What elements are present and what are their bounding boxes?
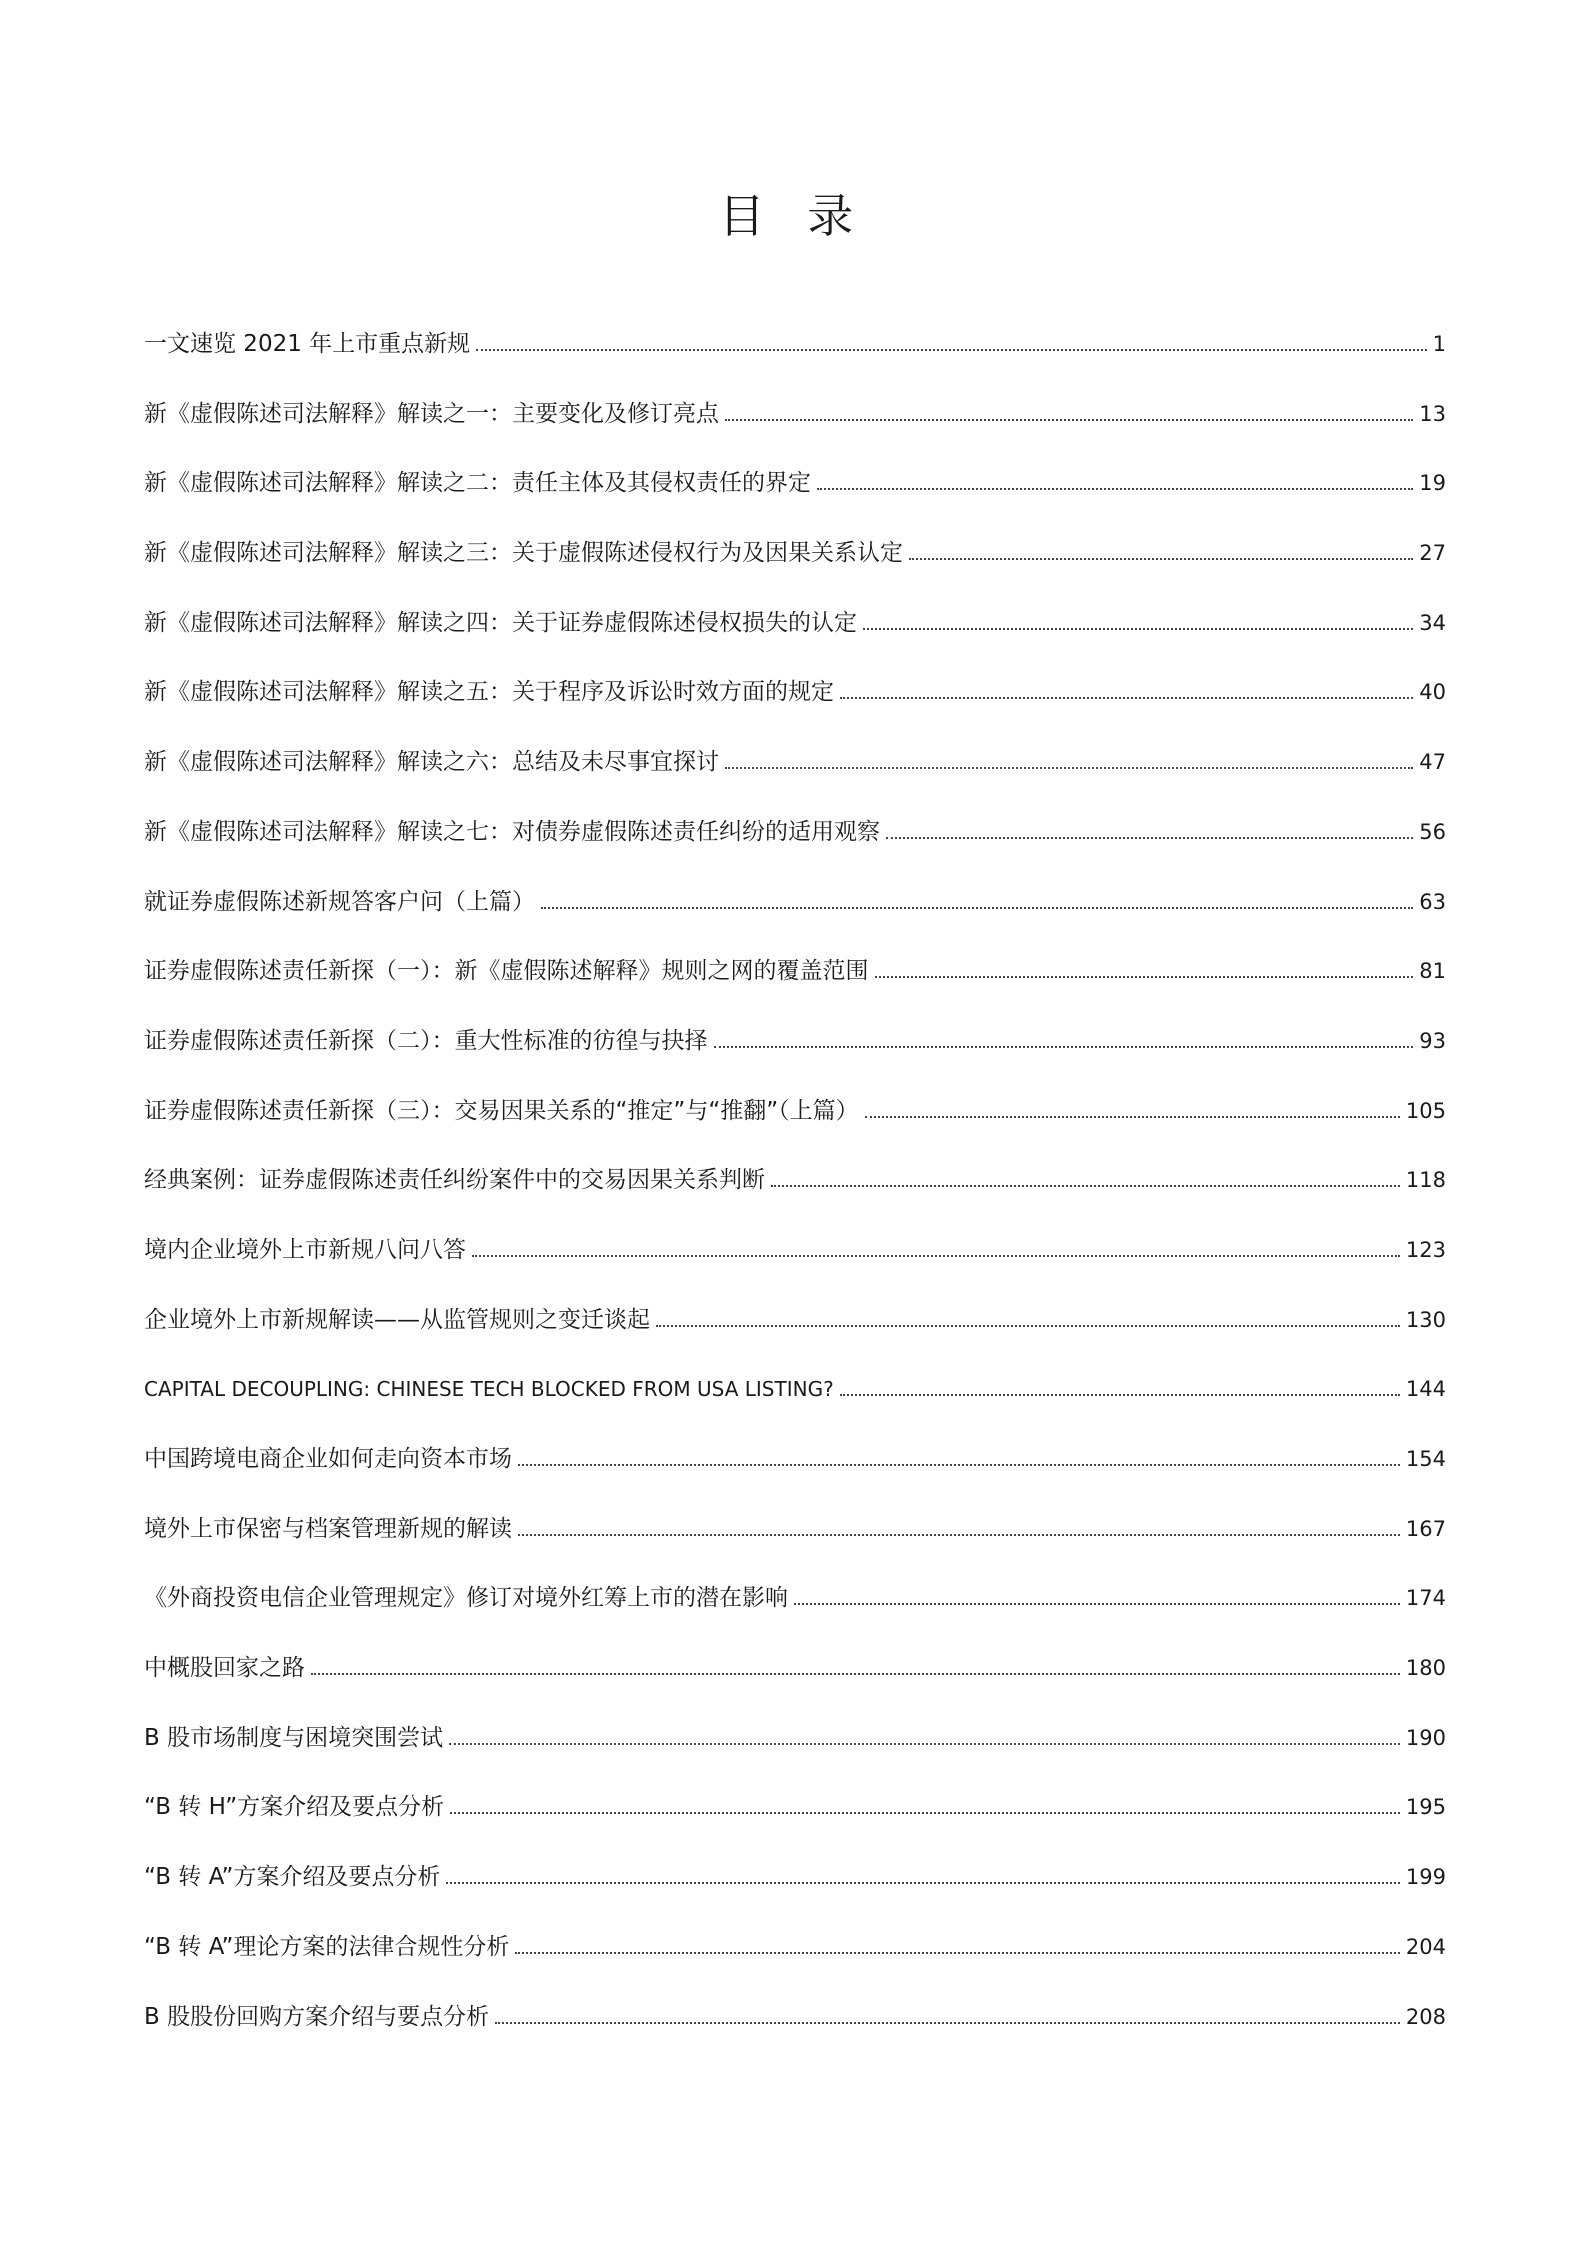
toc-page-number: 1	[1432, 332, 1446, 356]
toc-dot-leader	[771, 1185, 1400, 1187]
toc-dot-leader	[865, 1116, 1400, 1118]
toc-entry[interactable]	[144, 394, 1446, 464]
toc-entry-title: “B 转 A”方案介绍及要点分析	[144, 1864, 441, 1891]
toc-page-number: 123	[1405, 1237, 1446, 1262]
toc-page-number: 27	[1419, 541, 1446, 566]
toc-entry-title: 就证券虚假陈述新规答客户问（上篇）	[144, 888, 535, 915]
toc-dot-leader	[875, 976, 1414, 978]
toc-dot-leader	[472, 1255, 1400, 1257]
toc-entry-title: B 股市场制度与困境突围尝试	[144, 1724, 444, 1751]
toc-entry[interactable]	[144, 1439, 1446, 1509]
toc-page-number: 144	[1405, 1377, 1446, 1402]
toc-entry[interactable]	[144, 1091, 1446, 1161]
toc-entry-title: 企业境外上市新规解读——从监管规则之变迁谈起	[144, 1306, 650, 1333]
toc-entry[interactable]	[144, 672, 1446, 742]
toc-dot-leader	[495, 2022, 1400, 2024]
toc-page-number: 105	[1405, 1098, 1446, 1123]
toc-entry[interactable]	[144, 882, 1446, 952]
toc-page-number: 195	[1405, 1795, 1446, 1820]
toc-dot-leader	[541, 907, 1413, 909]
toc-page-number: 208	[1405, 2004, 1446, 2029]
toc-dot-leader	[817, 488, 1413, 490]
toc-entry[interactable]	[144, 812, 1446, 882]
toc-entry-title: 新《虚假陈述司法解释》解读之三：关于虚假陈述侵权行为及因果关系认定	[144, 540, 903, 567]
toc-entry-title: 新《虚假陈述司法解释》解读之五：关于程序及诉讼时效方面的规定	[144, 679, 834, 706]
toc-entry-title: CAPITAL DECOUPLING: CHINESE TECH BLOCKED FROM USA LISTING?	[144, 1377, 834, 1402]
toc-page-number: 199	[1405, 1865, 1446, 1890]
toc-dot-leader	[909, 558, 1413, 560]
toc-dot-leader	[656, 1325, 1400, 1327]
toc-entry-title: 新《虚假陈述司法解释》解读之七：对债券虚假陈述责任纠纷的适用观察	[144, 818, 880, 845]
toc-entry[interactable]	[144, 1718, 1446, 1788]
toc-page-number: 56	[1419, 819, 1446, 844]
toc-dot-leader	[725, 767, 1413, 769]
toc-entry-title: 境内企业境外上市新规八问八答	[144, 1236, 466, 1263]
toc-entry-title: 新《虚假陈述司法解释》解读之六：总结及未尽事宜探讨	[144, 749, 719, 776]
toc-page-number: 180	[1405, 1656, 1446, 1681]
toc-page-number: 19	[1419, 471, 1446, 496]
toc-dot-leader	[476, 349, 1426, 351]
toc-page-number: 154	[1405, 1447, 1446, 1471]
toc-dot-leader	[840, 1394, 1400, 1396]
toc-entry[interactable]	[144, 1578, 1446, 1648]
toc-entry-title: 新《虚假陈述司法解释》解读之四：关于证券虚假陈述侵权损失的认定	[144, 609, 857, 636]
toc-dot-leader	[886, 837, 1413, 839]
toc-page-number: 81	[1419, 959, 1446, 984]
toc-entry[interactable]	[144, 1927, 1446, 1997]
toc-entry[interactable]	[144, 603, 1446, 673]
toc-entry[interactable]	[144, 1787, 1446, 1857]
toc-entry[interactable]	[144, 1160, 1446, 1230]
toc-page-number: 63	[1419, 889, 1446, 914]
toc-page-number: 190	[1405, 1725, 1446, 1750]
toc-dot-leader	[518, 1534, 1400, 1536]
toc-entry-title: 新《虚假陈述司法解释》解读之一：主要变化及修订亮点	[144, 400, 719, 427]
toc-dot-leader	[311, 1673, 1400, 1675]
toc-entry[interactable]	[144, 1648, 1446, 1718]
toc-dot-leader	[515, 1952, 1399, 1954]
toc-entry-title: 经典案例：证券虚假陈述责任纠纷案件中的交易因果关系判断	[144, 1167, 765, 1194]
toc-entry-title: 一文速览 2021 年上市重点新规	[144, 331, 471, 357]
toc-entry-title: “B 转 A”理论方案的法律合规性分析	[144, 1933, 510, 1960]
toc-entry[interactable]	[144, 1369, 1446, 1439]
toc-entry-title: 境外上市保密与档案管理新规的解读	[144, 1515, 512, 1542]
page-title: 目 录	[718, 189, 868, 243]
toc-dot-leader	[725, 419, 1413, 421]
toc-page-number: 130	[1405, 1307, 1446, 1332]
toc-dot-leader	[794, 1603, 1400, 1605]
toc-dot-leader	[518, 1464, 1400, 1466]
toc-entry-title: 新《虚假陈述司法解释》解读之二：责任主体及其侵权责任的界定	[144, 470, 811, 497]
toc-entry-title: 证券虚假陈述责任新探（二）：重大性标准的彷徨与抉择	[144, 1027, 708, 1054]
toc-entry[interactable]	[144, 533, 1446, 603]
toc-entry[interactable]	[144, 742, 1446, 812]
toc-entry[interactable]	[144, 951, 1446, 1021]
toc-dot-leader	[863, 628, 1413, 630]
toc-dot-leader	[840, 697, 1413, 699]
toc-page-number: 47	[1419, 750, 1446, 775]
toc-entry[interactable]	[144, 463, 1446, 533]
toc-entry-title: B 股股份回购方案介绍与要点分析	[144, 2003, 490, 2030]
toc-dot-leader	[449, 1743, 1400, 1745]
toc-page-number: 118	[1405, 1168, 1446, 1193]
toc-dot-leader	[446, 1882, 1399, 1884]
toc-entry[interactable]	[144, 1300, 1446, 1370]
toc-page-number: 40	[1419, 680, 1446, 705]
toc-page-number: 13	[1419, 401, 1446, 426]
toc-entry-title: 中概股回家之路	[144, 1655, 305, 1682]
toc-page-number: 34	[1419, 610, 1446, 635]
toc-entry[interactable]	[144, 324, 1446, 394]
toc-dot-leader	[714, 1046, 1414, 1048]
toc-entry-title: 证券虚假陈述责任新探（三）：交易因果关系的“推定”与“推翻”（上篇）	[144, 1097, 859, 1124]
toc-entry-title: 证券虚假陈述责任新探（一）：新《虚假陈述解释》规则之网的覆盖范围	[144, 958, 869, 985]
toc-dot-leader	[450, 1812, 1400, 1814]
toc-entry[interactable]	[144, 1997, 1446, 2067]
toc-entry-title: “B 转 H”方案介绍及要点分析	[144, 1794, 445, 1821]
toc-entry[interactable]	[144, 1021, 1446, 1091]
toc-page-number: 93	[1419, 1028, 1446, 1053]
toc-page-number: 174	[1405, 1586, 1446, 1611]
toc-entry-title: 中国跨境电商企业如何走向资本市场	[144, 1446, 512, 1472]
toc-entry[interactable]	[144, 1509, 1446, 1579]
toc-entry[interactable]	[144, 1857, 1446, 1927]
toc-page-number: 204	[1405, 1934, 1446, 1959]
toc-entry-title: 《外商投资电信企业管理规定》修订对境外红筹上市的潜在影响	[144, 1585, 788, 1612]
table-of-contents	[144, 324, 1446, 2066]
toc-entry[interactable]	[144, 1230, 1446, 1300]
toc-page-number: 167	[1405, 1516, 1446, 1541]
